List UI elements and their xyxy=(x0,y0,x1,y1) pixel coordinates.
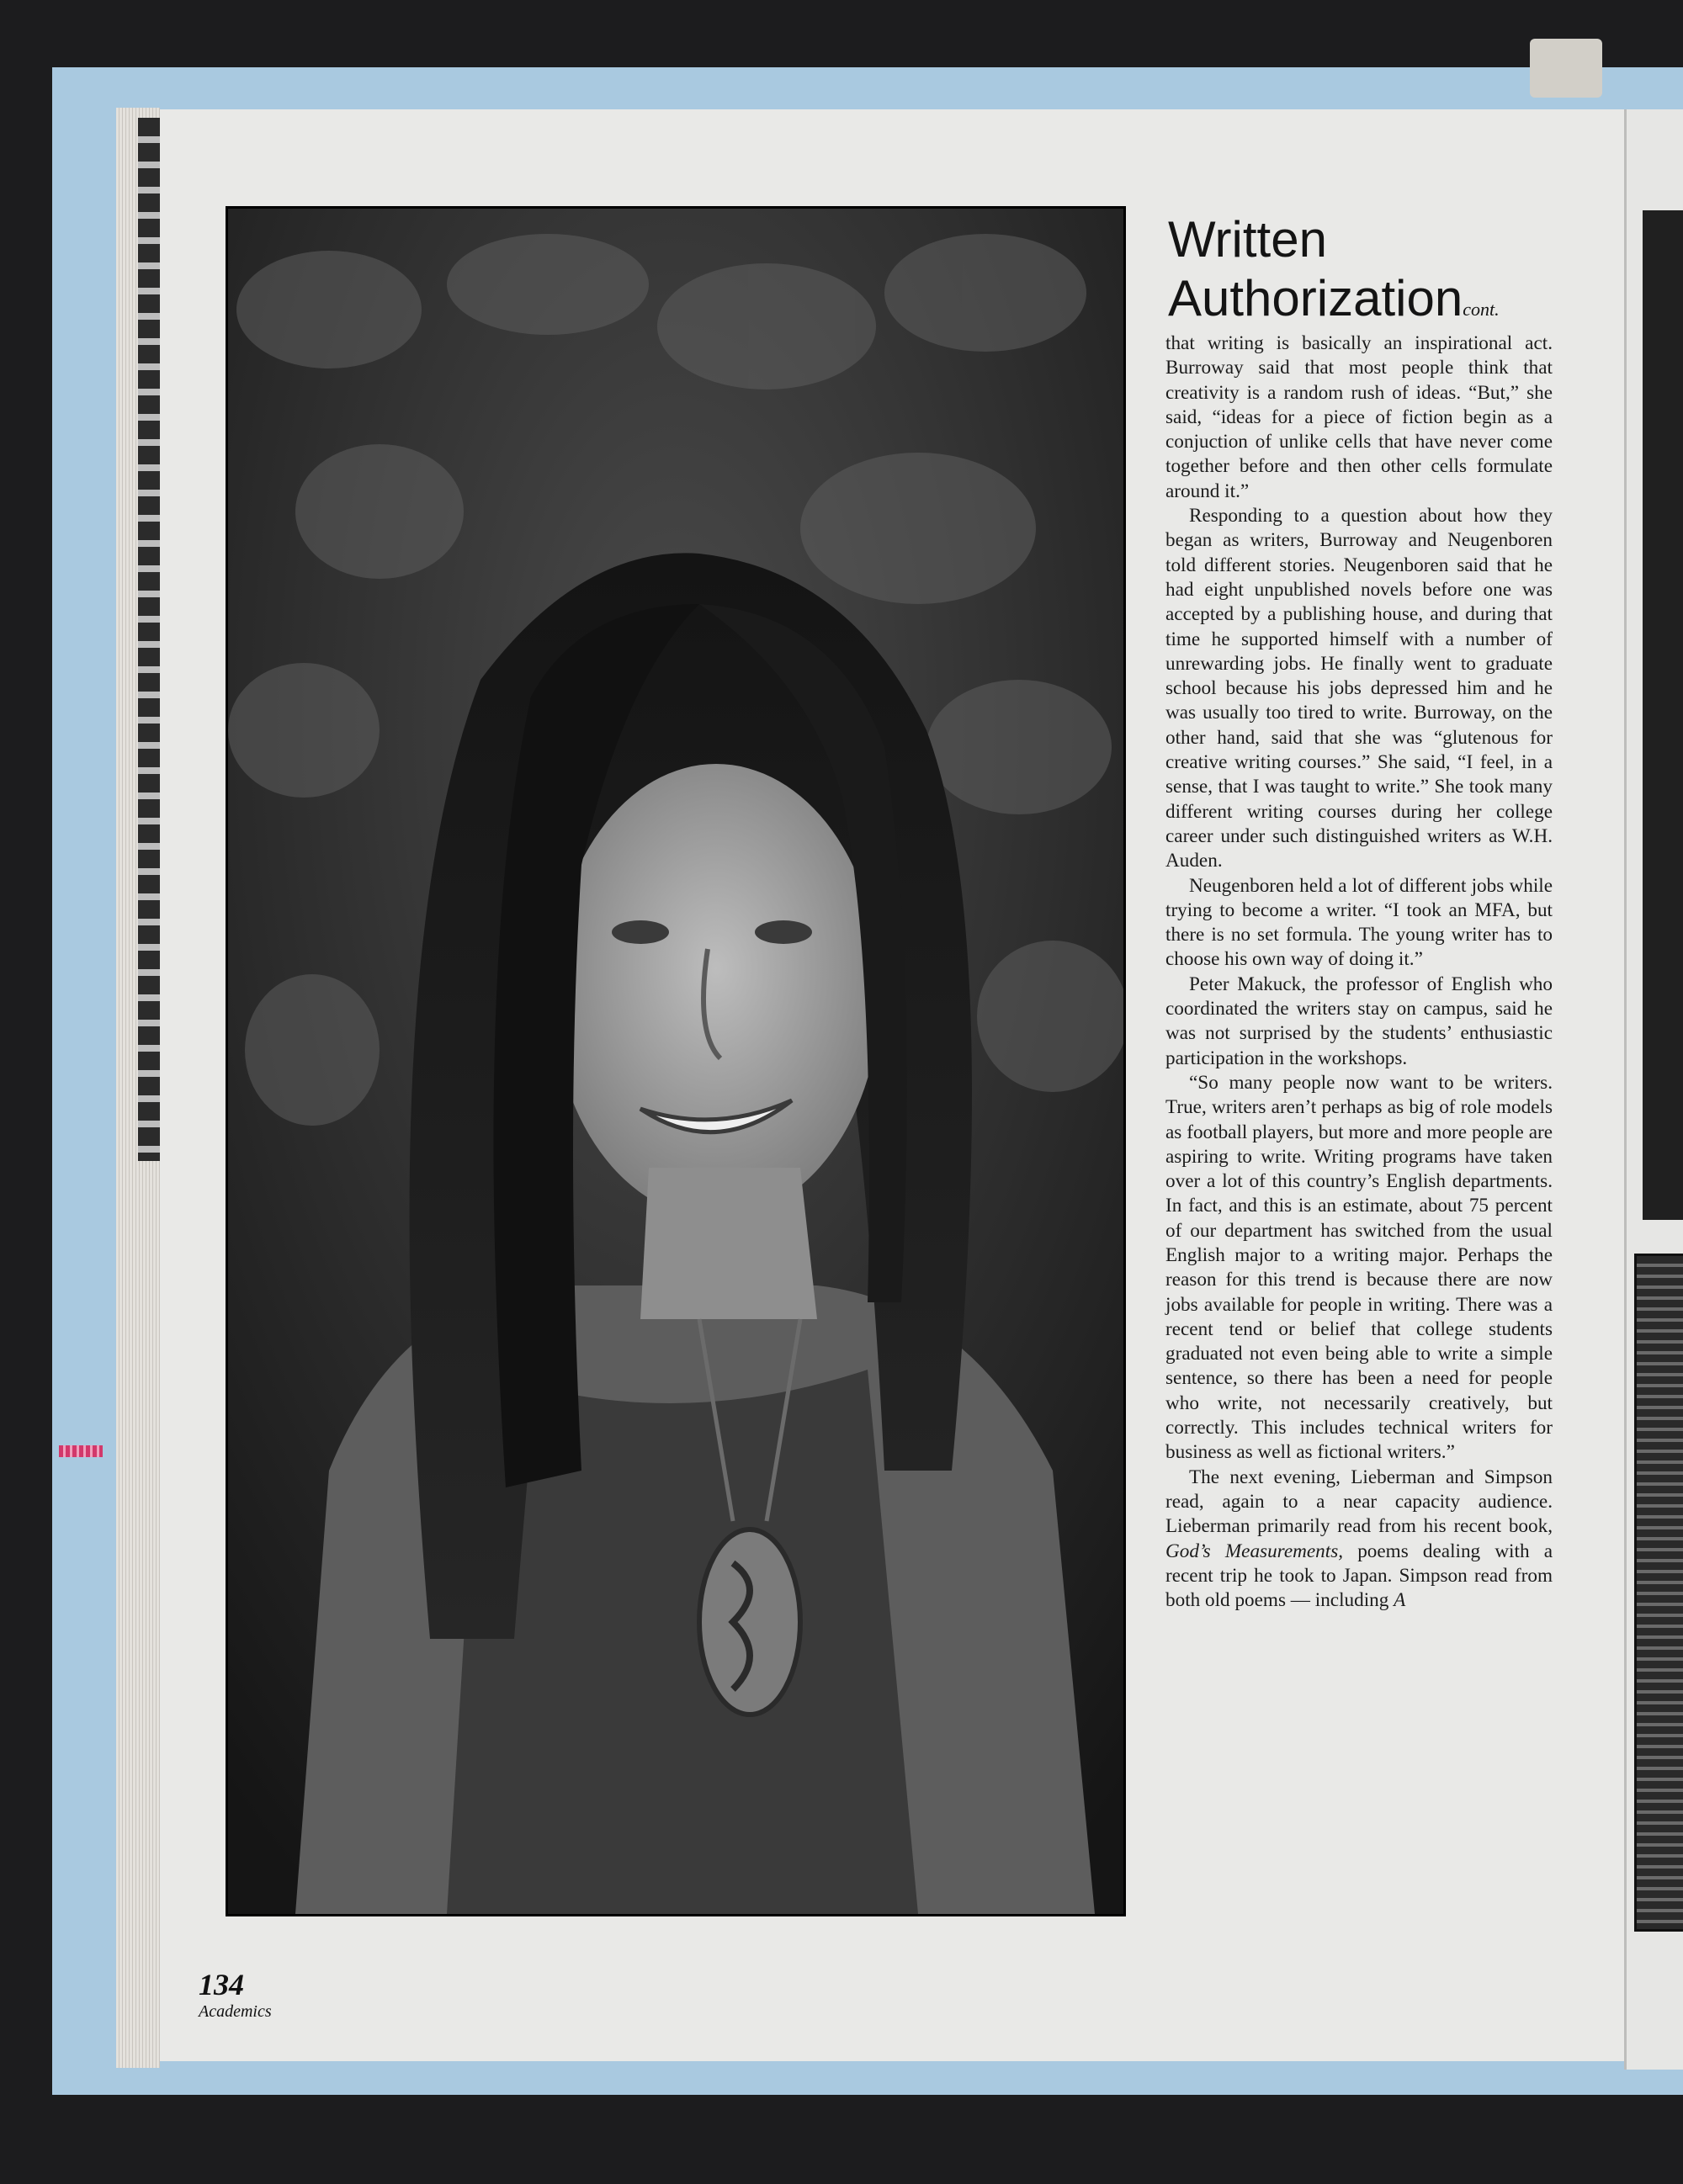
article-paragraph: Neugenboren held a lot of different jobs while trying to become a writer. “I took an MFA, but there is no set formula. The young writer has to choose his own way of doing it.” xyxy=(1165,874,1553,971)
article-paragraph: Responding to a question about how they began as writers, Burroway and Neugenboren told different stories. Neugenboren said that he had eight unpublished novels before one was accepted by a publishing house, and during that time he supported himself with a number of unrewarding jobs. He finally went to graduate school because his jobs depressed him and he was usually too tired to write. Burroway, on the other hand, said that she was “glutenous for creative writing courses.” She said, “I feel, in a sense, that I was taught to write.” She took many different writing courses during her college career under such distinguished writers as W.H. Auden. xyxy=(1165,505,1553,872)
article-paragraph: Peter Makuck, the professor of English who coordinated the writers stay on campus, said he was not surprised by the students’ enthusiastic participation in the workshops. xyxy=(1165,973,1553,1069)
section-label: Academics xyxy=(199,2002,272,2021)
page-edge-strip xyxy=(138,118,160,1161)
article-headline xyxy=(1168,210,1564,339)
paragraph-text: poems dealing with a recent trip he took to Japan. Simpson read from both old poems — including xyxy=(1165,1540,1553,1612)
headline-continued-label: cont. xyxy=(1463,299,1500,320)
paragraph-text: The next evening, Lieberman and Simpson read, again to a near capacity audience. Lieberman primarily read from his recent book, xyxy=(1165,1466,1553,1538)
page-number: 134 xyxy=(199,1968,244,2001)
article-body xyxy=(1165,331,1553,1613)
binding-tape xyxy=(1530,39,1602,98)
article-paragraph-last xyxy=(1165,1466,1553,1614)
tab-marker xyxy=(59,1445,103,1457)
facing-page-photo-top xyxy=(1643,210,1683,1220)
article-paragraph: “So many people now want to be writers. True, writers aren’t perhaps as big of role models as football players, but more and more people are aspiring to write. Writing programs have taken over a lot of this country’s English departments. In fact, and this is an estimate, about 75 percent of our department has switched from the usual English major to a writing major. Perhaps the reason for this trend is because there are now jobs available for people in writing. There was a recent tend or belief that college students graduated not even being able to write a simple sentence, so there has been a need for people who write, not necessarily creatively, but correctly. This includes technical writers for business as well as fictional writers.” xyxy=(1165,1071,1553,1464)
headline-title: Written Authorization xyxy=(1168,211,1463,326)
facing-page-photo-bottom xyxy=(1634,1254,1683,1932)
book-title: God’s Measurements, xyxy=(1165,1540,1344,1562)
portrait-photo xyxy=(226,206,1126,1916)
article-paragraph: that writing is basically an inspirational act. Burroway said that most people think that creativity is a random rush of ideas. “But,” she said, “ideas for a piece of fiction begin as a conjuction of unlike cells that have never come together before and then other cells formulate around it.” xyxy=(1165,332,1553,502)
poem-title-fragment: A xyxy=(1394,1589,1406,1612)
